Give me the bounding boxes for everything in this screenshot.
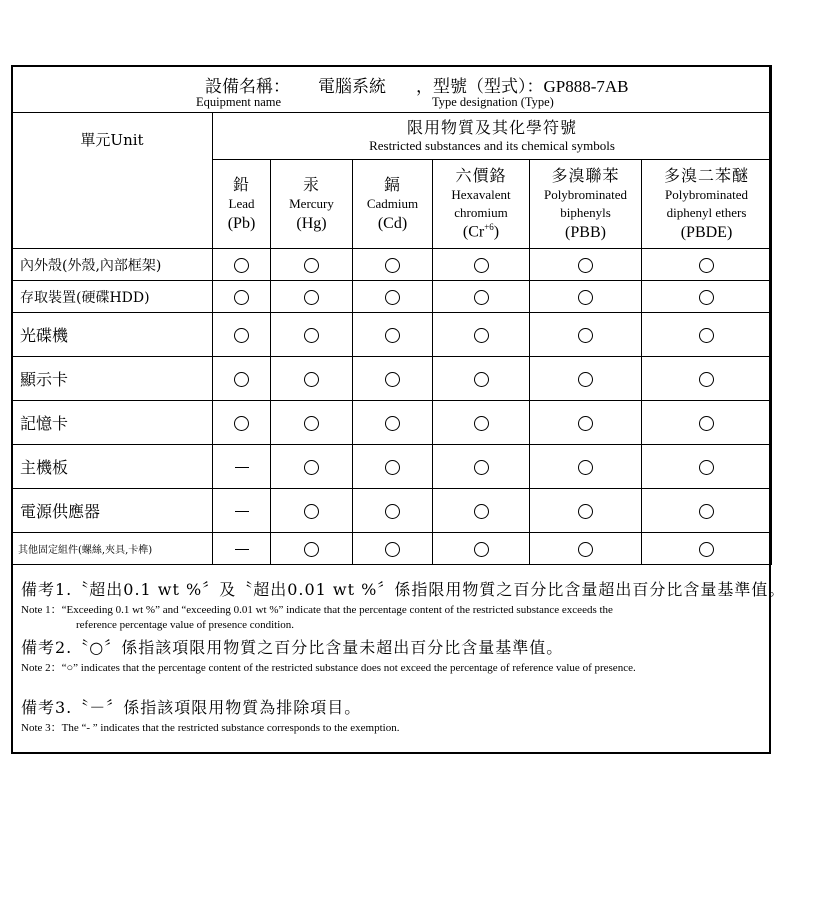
substance-symbol: (Hg)	[296, 214, 327, 232]
substance-en: Cadmium	[366, 196, 419, 212]
unit-label: 光碟機	[12, 313, 213, 357]
substance-zh: 多溴二苯醚	[664, 165, 750, 185]
unit-label: 存取裝置(硬碟HDD)	[12, 281, 213, 313]
note3-en: Note 3：The “- ” indicates that the restricted substance corresponds to the exemption.	[21, 722, 400, 734]
substance-symbol: (PBDE)	[680, 223, 733, 241]
type-designation-en: Type designation (Type)	[432, 95, 554, 109]
substance-en: Hexavalent chromium	[451, 187, 511, 220]
equipment-name-label: 設備名稱：	[205, 77, 290, 97]
unit-label: 其他固定組件(螺絲,夾具,卡榫)	[12, 533, 213, 565]
type-label: ，型號（型式）：	[416, 77, 544, 97]
unit-label: 電源供應器	[12, 489, 213, 533]
type-value: GP888-7AB	[543, 77, 629, 96]
substance-symbol: (PBB)	[565, 223, 606, 241]
unit-label: 記憶卡	[12, 401, 213, 445]
note3-zh: 備考3.〝－〞係指該項限用物質為排除項目。	[21, 698, 362, 717]
substance-zh: 鉛	[232, 174, 250, 194]
substance-en: Lead	[228, 196, 255, 212]
substance-en: Polybrominated diphenyl ethers	[664, 187, 749, 220]
substance-en: Polybrominated biphenyls	[543, 187, 628, 220]
substance-symbol: $(Cr^{+6})$	[462, 222, 500, 241]
substance-zh: 鎘	[383, 174, 401, 194]
note1-en-b: reference percentage value of presence condition.	[76, 619, 295, 631]
equipment-name-en: Equipment name	[196, 95, 282, 109]
note1-en-a: Note 1：“Exceeding 0.1 wt %” and “exceeding 0.01 wt %” indicate that the percentage content of the restricted substance exceeds the	[21, 604, 613, 616]
substance-en: Mercury	[289, 196, 334, 212]
unit-header: 單元Unit	[12, 113, 213, 249]
substance-symbol: (Pb)	[227, 214, 256, 232]
substance-zh: 汞	[302, 174, 320, 194]
unit-label: 內外殼(外殼,內部框架)	[12, 249, 213, 281]
note2-zh: 備考2.〝○〞係指該項限用物質之百分比含量未超出百分比含量基準值。	[21, 638, 564, 657]
notes-section	[21, 577, 786, 736]
restricted-zh: 限用物質及其化學符號	[407, 117, 578, 137]
equipment-name-value: 電腦系統	[318, 77, 386, 97]
note2-en: Note 2：“○” indicates that the percentage content of the restricted substance does not exceed the percentage of reference value of presence.	[21, 662, 636, 674]
restricted-en: Restricted substances and its chemical symbols	[369, 137, 615, 153]
note1-en	[21, 603, 766, 633]
note1-zh: 備考1.〝超出0.1 wt %〞及〝超出0.01 wt %〞係指限用物質之百分比含量超出百分比含量基準值。	[21, 580, 786, 599]
unit-label: 顯示卡	[12, 357, 213, 401]
substance-symbol: (Cd)	[377, 214, 408, 232]
substance-zh: 多溴聯苯	[551, 165, 620, 185]
substance-zh: 六價鉻	[455, 165, 507, 185]
unit-label: 主機板	[12, 445, 213, 489]
